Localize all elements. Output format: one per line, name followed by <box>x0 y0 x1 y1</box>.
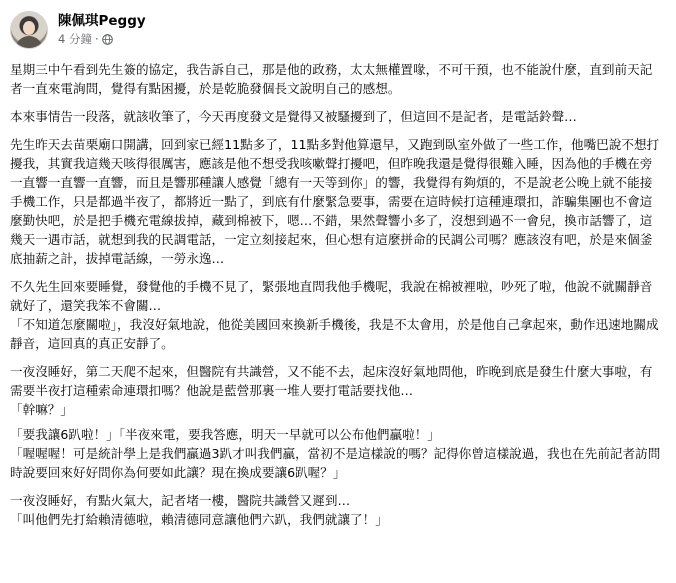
paragraph: 「喔喔喔！可是統計學上是我們贏過3趴才叫我們贏，當初不是這樣說的嗎？記得你曾這樣說過，我也在先前記者訪問時說要回來好好問你為何要如此讓？現在換成要讓6趴喔？」 <box>10 446 661 480</box>
globe-icon[interactable] <box>102 34 113 45</box>
paragraph: 一夜沒睡好，有點火氣大，記者堵一樓，醫院共識營又遲到… <box>10 493 351 508</box>
post-header <box>10 8 664 52</box>
post-body <box>10 60 664 529</box>
post-meta <box>58 13 146 47</box>
timestamp-row <box>58 32 146 47</box>
paragraph: 「要我讓6趴啦！」「半夜來電，要我答應，明天一早就可以公布他們贏啦！」 <box>10 427 440 442</box>
paragraph: 本來事情告一段落，就該收筆了，今天再度發文是覺得又被騷擾到了，但這回不是記者，是電話鈴聲… <box>10 109 577 124</box>
avatar[interactable] <box>10 11 48 49</box>
paragraph: 「幹嘛？」 <box>10 402 73 417</box>
avatar-face <box>23 21 35 35</box>
paragraph: 一夜沒睡好，第二天爬不起來，但醫院有共識營，又不能不去，起床沒好氣地問他，昨晚到底是發生什麼大事啦，有需要半夜打這種索命連環扣嗎？他說是藍營那裏一堆人要打電話要找他… <box>10 364 653 398</box>
paragraph: 「不知道怎麼關啦」，我沒好氣地說，他從美國回來換新手機後，我是不太會用，於是他自己拿起來，動作迅速地關成靜音，這回真的真正安靜了。 <box>10 317 659 351</box>
avatar-shoulders <box>15 36 43 49</box>
author-name[interactable]: 陳佩琪Peggy <box>58 13 146 29</box>
timestamp-separator: · <box>94 32 99 46</box>
paragraph: 先生昨天去苗栗廟口開講，回到家已經11點多了，11點多對他算還早，又跑到臥室外做了一些工作，他嘴巴說不想打擾我，其實我這幾天咳得很厲害，應該是他不想受我咳嗽聲打擾吧，但昨晚我還是覺得很難入睡，因為他的手機在旁一直響一直響一直響，而且是響那種讓人感覺「總有一天等到你」的響，我覺得有夠煩的，不是說老公晚上就不能接手機工作，只是都過半夜了，都將近一點了，到底有什麼緊急要事，需要在這時候打這種連環扣，詐騙集團也不會這麼勤快吧，於是把手機充電線拔掉，藏到棉被下，嗯…不錯，果然聲響小多了，沒想到過不一會兒，換市話響了，這幾天一遇市話，就想到我的民調電話，一定立刻接起來，但心想有這麼拼命的民調公司嗎？應該沒有吧，於是來個釜底抽薪之計，拔掉電話線，一勞永逸… <box>10 137 660 266</box>
paragraph: 不久先生回來要睡覺，發覺他的手機不見了，緊張地直問我他手機呢，我說在棉被裡啦，吵死了啦，他說不就關靜音就好了，還笑我笨不會關… <box>10 279 653 313</box>
paragraph: 「叫他們先打給賴清德啦，賴清德同意讓他們六趴，我們就讓了！」 <box>10 512 388 527</box>
paragraph: 星期三中午看到先生簽的協定，我告訴自己，那是他的政務，太太無權置喙，不可干預，也不能說什麼，直到前天記者一直來電詢問，覺得有點困擾，於是乾脆發個長文說明自己的感想。 <box>10 62 653 96</box>
post-timestamp[interactable]: 4 分鐘 <box>58 32 92 46</box>
